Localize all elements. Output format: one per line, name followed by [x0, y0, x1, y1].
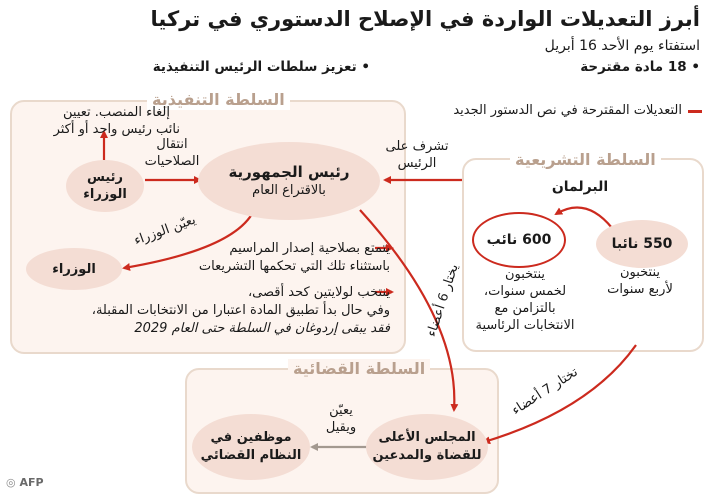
seats-current-circle — [596, 220, 688, 268]
judicial-staff-line2: النظام القضائي — [200, 448, 302, 463]
page-title: أبرز التعديلات الواردة في الإصلاح الدستوري في تركيا — [150, 7, 700, 31]
judicial-panel-title: السلطة القضائية — [288, 359, 430, 379]
new-term-line3: بالتزامن مع — [494, 301, 556, 316]
afp-icon: ◎ — [6, 476, 16, 489]
afp-logo-text: AFP — [19, 476, 44, 489]
arrow-seats-change — [556, 208, 612, 228]
president-title: رئيس الجمهورية — [228, 163, 350, 181]
parliament-picks-label: تختار 7 أعضاء — [509, 364, 581, 419]
judicial-council-line2: للقضاة والمدعين — [372, 448, 482, 463]
page-subtitle: استفتاء يوم الأحد 16 أبريل — [544, 38, 700, 54]
arrow-parliament-picks — [484, 345, 636, 442]
president-circle — [198, 142, 380, 220]
prime-minister-circle — [66, 160, 144, 212]
prime-minister-line2: الوزراء — [83, 187, 127, 202]
current-term-line2: لأربع سنوات — [607, 282, 673, 297]
judicial-staff-circle — [192, 414, 310, 480]
new-term-line1: ينتخبون — [504, 267, 546, 282]
prime-minister-line1: رئيس — [86, 170, 124, 185]
judicial-council-circle — [366, 414, 488, 480]
powers-line4: وفي حال بدأ تطبيق المادة اعتبارا من الانتخابات المقبلة، — [91, 303, 390, 318]
appoint-ministers-label: يعيّن الوزراء — [132, 212, 198, 249]
bullet-article-count: • 18 مادة مقترحة — [580, 59, 700, 75]
seats-new-circle — [472, 212, 566, 268]
current-term-line1: ينتخبون — [619, 265, 661, 280]
judicial-council-line1: المجلس الأعلى — [378, 430, 476, 445]
new-term-line2: لخمس سنوات، — [483, 284, 567, 299]
vp-note-line2: نائب رئيس واحد أو أكثر — [53, 122, 180, 137]
president-subtitle: بالاقتراع العام — [252, 183, 326, 198]
judicial-staff-line1: موظفين في — [210, 430, 292, 445]
seats-new-label: 600 نائب — [486, 232, 552, 248]
appoint-dismiss-line1: يعيّن — [329, 403, 353, 418]
legend-label: التعديلات المقترحة في نص الدستور الجديد — [453, 103, 682, 118]
afp-logo — [6, 476, 44, 489]
powers-line3: ينتخب لولايتين كحد أقصى، — [247, 285, 390, 300]
ministers-circle — [26, 248, 122, 290]
appoint-dismiss-line2: ويقيل — [325, 420, 357, 435]
ministers-label: الوزراء — [52, 261, 96, 277]
transfer-line2: الصلاحيات — [144, 154, 200, 169]
new-term-line4: الانتخابات الرئاسية — [475, 318, 575, 333]
oversight-line1: تشرف على — [385, 139, 449, 154]
powers-line2: باستثناء تلك التي تحكمها التشريعات — [198, 259, 390, 274]
legislative-panel-title: السلطة التشريعية — [510, 150, 661, 170]
seats-current-label: 550 نائبا — [611, 236, 673, 252]
transfer-line1: انتقال — [156, 137, 188, 152]
executive-panel-title: السلطة التنفيذية — [147, 90, 290, 110]
bullet-executive-powers: • تعزيز سلطات الرئيس التنفيذية — [152, 59, 370, 75]
parliament-label: البرلمان — [551, 179, 609, 195]
vp-note-line1: إلغاء المنصب. تعيين — [63, 105, 170, 120]
powers-line1: يتمتع بصلاحية إصدار المراسيم — [229, 241, 390, 256]
oversight-line2: الرئيس — [397, 156, 437, 171]
powers-line5: فقد يبقى إردوغان في السلطة حتى العام 2029 — [134, 321, 390, 336]
president-picks-label: يختار 6 أعضاء — [424, 262, 462, 339]
